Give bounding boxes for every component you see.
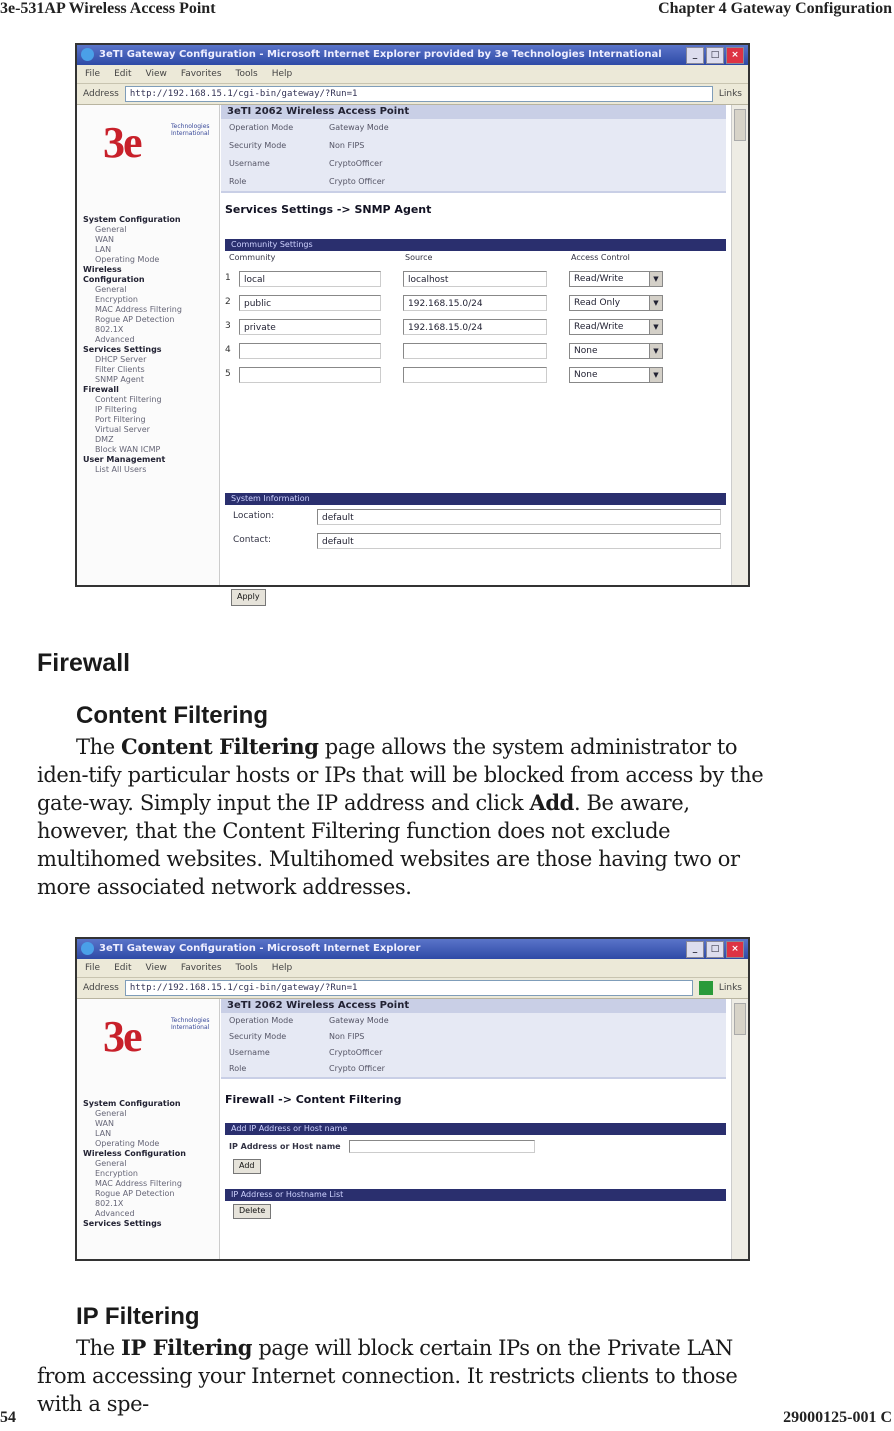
source-input[interactable]: 192.168.15.0/24 [403,295,547,311]
para-text: page allows the system administrator to iden-tify particular hosts or IPs that will be blocked from access by the gate-way. Simply input the IP address and click [37,735,764,815]
community-input[interactable]: private [239,319,381,335]
logo-tagline: Technologies International [171,123,210,137]
info-key: Role [229,1064,247,1073]
sidebar [77,999,220,1259]
location-label: Location: [233,511,275,521]
menu-item[interactable]: Tools [235,69,258,79]
nav-section-heading: System Configuration [83,215,181,224]
source-input[interactable]: 192.168.15.0/24 [403,319,547,335]
row-number: 4 [225,345,231,355]
column-header-community: Community [229,253,276,262]
logo [103,1011,213,1079]
ip-filtering-paragraph [37,1334,777,1418]
nav-link[interactable]: Filter Clients [95,365,145,374]
minimize-button[interactable]: _ [686,47,704,64]
menu-item[interactable]: Edit [114,69,132,79]
ie-icon [81,48,94,61]
nav-link[interactable]: MAC Address Filtering [95,305,182,314]
info-value: Crypto Officer [329,177,385,186]
nav-link[interactable]: Port Filtering [95,415,146,424]
minimize-button[interactable]: _ [686,941,704,958]
access-control-select[interactable]: None ▼ [569,367,663,383]
menu-item[interactable]: Help [271,69,293,79]
add-button[interactable]: Add [233,1159,261,1174]
address-input[interactable]: http://192.168.15.1/cgi-bin/gateway/?Run=1 [125,86,713,102]
para-bold: IP Filtering [121,1335,253,1360]
info-key: Username [229,159,270,168]
source-input[interactable] [403,343,547,359]
info-key: Operation Mode [229,123,294,132]
para-text: The [76,735,122,759]
community-input[interactable] [239,367,381,383]
address-label: Address [83,983,119,993]
nav-link[interactable]: WAN [95,1119,114,1128]
window-titlebar [77,45,748,65]
menu-item[interactable]: File [85,69,101,79]
window-controls [686,47,744,64]
content-filtering-screenshot [75,937,750,1261]
nav-link[interactable]: Block WAN ICMP [95,445,161,454]
menu-item[interactable]: Favorites [180,963,222,973]
content-filtering-heading: Content Filtering [76,702,268,729]
nav-link[interactable]: Encryption [95,295,138,304]
nav-section-heading: Wireless [83,265,122,274]
community-input[interactable] [239,343,381,359]
access-control-select[interactable]: Read/Write ▼ [569,271,663,287]
nav-section-heading: Services Settings [83,1219,162,1228]
main-panel [221,999,748,1259]
logo-mark: 3e [103,118,141,167]
page-number: 54 [0,1409,16,1426]
nav-link[interactable]: General [95,1109,127,1118]
ie-icon [81,942,94,955]
nav-link[interactable]: Advanced [95,1209,135,1218]
nav-link[interactable]: Rogue AP Detection [95,315,175,324]
access-control-select[interactable]: None ▼ [569,343,663,359]
nav-link[interactable]: Rogue AP Detection [95,1189,175,1198]
vertical-scrollbar[interactable] [731,105,748,585]
column-header-source: Source [405,253,433,262]
para-text: page will block certain IPs on the Private LAN from accessing your Internet connection. It restricts clients to those with a spe- [37,1336,738,1416]
access-control-select[interactable]: Read Only ▼ [569,295,663,311]
address-bar [77,978,748,999]
device-banner: 3eTI 2062 Wireless Access Point [221,105,726,119]
menu-item[interactable]: Help [271,963,293,973]
address-label: Address [83,89,119,99]
content-filtering-paragraph [37,733,777,901]
nav-link[interactable]: Operating Mode [95,1139,160,1148]
address-input[interactable]: http://192.168.15.1/cgi-bin/gateway/?Run=1 [125,980,693,996]
device-info [221,105,726,193]
nav-section-heading: User Management [83,455,166,464]
page-header-left: 3e-531AP Wireless Access Point [0,0,216,17]
device-info [221,999,726,1079]
system-band [225,493,726,505]
para-bold: Add [529,790,574,815]
page-title: Services Settings -> SNMP Agent [225,203,432,216]
nav-link[interactable]: Advanced [95,335,135,344]
sidebar [77,105,220,585]
sidebar-nav [83,215,182,475]
nav-link[interactable]: LAN [95,1129,112,1138]
nav-link[interactable]: General [95,1159,127,1168]
window-titlebar [77,939,748,959]
source-input[interactable]: localhost [403,271,547,287]
page-header-right: Chapter 4 Gateway Configuration [658,0,892,17]
nav-link[interactable]: IP Filtering [95,405,137,414]
location-input[interactable]: default [317,509,721,525]
nav-section-heading: System Configuration [83,1099,181,1108]
nav-link[interactable]: MAC Address Filtering [95,1179,182,1188]
info-value: Gateway Mode [329,1016,389,1025]
band-title: Community Settings [231,240,313,249]
close-button[interactable]: × [726,47,744,64]
info-key: Role [229,177,247,186]
info-value: Non FIPS [329,1032,365,1041]
page-title: Firewall -> Content Filtering [225,1093,402,1106]
menu-bar [77,959,748,978]
logo-tagline: Technologies International [171,1017,210,1031]
nav-link[interactable]: Content Filtering [95,395,162,404]
row-number: 1 [225,273,231,283]
scroll-thumb[interactable] [734,1003,746,1035]
menu-item[interactable]: Edit [114,963,132,973]
nav-section-heading: Wireless Configuration [83,1149,186,1158]
delete-button[interactable]: Delete [233,1204,271,1219]
address-bar [77,84,748,105]
menu-item[interactable]: File [85,963,101,973]
nav-link[interactable]: 802.1X [95,325,124,334]
row-number: 2 [225,297,231,307]
scroll-thumb[interactable] [734,109,746,141]
main-panel [221,105,748,601]
community-input[interactable]: local [239,271,381,287]
band-title: System Information [231,494,310,503]
vertical-scrollbar[interactable] [731,999,748,1259]
community-band [225,239,726,251]
menu-item[interactable]: Favorites [180,69,222,79]
access-control-select[interactable]: Read/Write ▼ [569,319,663,335]
ip-filtering-heading: IP Filtering [76,1303,200,1330]
add-band [225,1123,726,1135]
info-value: CryptoOfficer [329,1048,383,1057]
nav-section-heading: Firewall [83,385,119,394]
logo [103,117,213,185]
browser-content [77,999,748,1259]
para-text: The [76,1336,122,1360]
firewall-heading: Firewall [37,649,131,677]
snmp-screenshot [75,43,750,601]
nav-link[interactable]: WAN [95,235,114,244]
contact-input[interactable]: default [317,533,721,549]
contact-label: Contact: [233,535,272,545]
community-input[interactable]: public [239,295,381,311]
close-button[interactable]: × [726,941,744,958]
document-number: 29000125-001 C [783,1409,892,1426]
menu-bar [77,65,748,84]
nav-section-heading: Services Settings [83,345,162,354]
info-key: Username [229,1048,270,1057]
nav-link[interactable]: General [95,225,127,234]
nav-link[interactable]: DMZ [95,435,114,444]
para-bold: Content Filtering [121,734,319,759]
info-key: Operation Mode [229,1016,294,1025]
sidebar-nav [83,1099,186,1229]
band-title: Add IP Address or Host name [231,1124,348,1133]
links-label[interactable]: Links [718,983,742,993]
window-controls [686,941,744,958]
nav-link[interactable]: SNMP Agent [95,375,145,384]
row-number: 5 [225,369,231,379]
menu-item[interactable]: View [145,963,167,973]
nav-link[interactable]: List All Users [95,465,147,474]
nav-link[interactable]: Operating Mode [95,255,160,264]
column-header-access: Access Control [571,253,630,262]
ip-address-input[interactable] [349,1140,535,1153]
nav-link[interactable]: Virtual Server [95,425,150,434]
nav-link[interactable]: LAN [95,245,112,254]
info-key: Security Mode [229,141,287,150]
browser-content [77,105,748,601]
info-value: Crypto Officer [329,1064,385,1073]
nav-link[interactable]: 802.1X [95,1199,124,1208]
row-number: 3 [225,321,231,331]
apply-button[interactable]: Apply [231,589,266,606]
maximize-button[interactable]: □ [706,47,724,64]
ip-address-label: IP Address or Host name [229,1142,341,1151]
window-title: 3eTI Gateway Configuration - Microsoft Internet Explorer provided by 3e Technologies International [99,49,662,60]
para-text: . Be aware, however, that the Content Filtering function does not exclude multihomed websites. Multihomed websites are those having two or more associated network addresses. [37,791,740,899]
source-input[interactable] [403,367,547,383]
logo-mark: 3e [103,1012,141,1061]
window-title: 3eTI Gateway Configuration - Microsoft Internet Explorer [99,943,421,954]
nav-link[interactable]: General [95,285,127,294]
device-banner: 3eTI 2062 Wireless Access Point [221,999,726,1013]
blocked-list-band [225,1189,726,1201]
menu-item[interactable]: Tools [235,963,258,973]
nav-link[interactable]: Encryption [95,1169,138,1178]
nav-link[interactable]: DHCP Server [95,355,147,364]
info-key: Security Mode [229,1032,287,1041]
info-value: Gateway Mode [329,123,389,132]
nav-section-heading: Configuration [83,275,145,284]
menu-item[interactable]: View [145,69,167,79]
maximize-button[interactable]: □ [706,941,724,958]
band-title: IP Address or Hostname List [231,1190,344,1199]
links-label[interactable]: Links [718,89,742,99]
go-button[interactable] [699,981,713,995]
info-value: CryptoOfficer [329,159,383,168]
info-value: Non FIPS [329,141,365,150]
